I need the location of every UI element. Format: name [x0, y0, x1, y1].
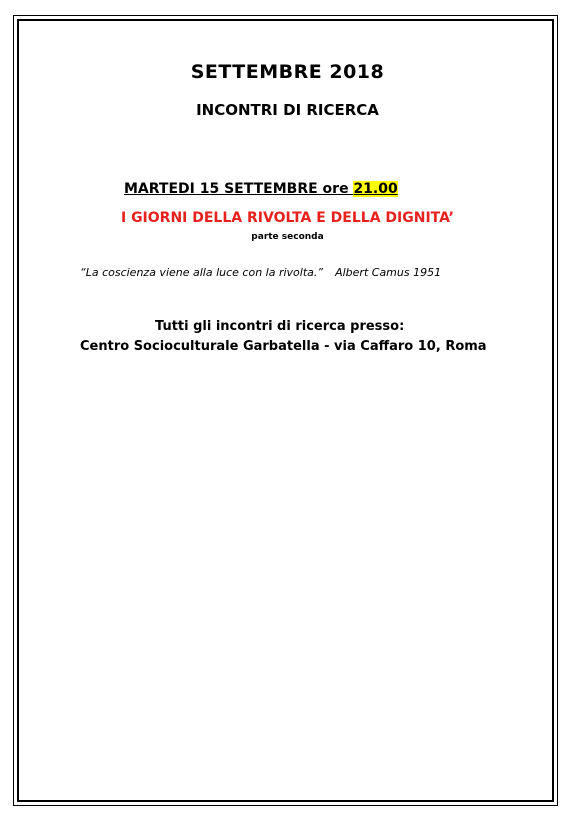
- event-date-label: MARTEDI 15 SETTEMBRE ore: [124, 181, 354, 197]
- event-time: 21.00: [353, 181, 398, 197]
- quote-author: Albert Camus 1951: [335, 266, 442, 279]
- venue-intro: Tutti gli incontri di ricerca presso:: [155, 319, 405, 334]
- page-border-inner: [17, 19, 554, 802]
- event-part: parte seconda: [251, 232, 324, 242]
- page-subtitle: INCONTRI DI RICERCA: [196, 101, 379, 119]
- venue-address: Centro Socioculturale Garbatella - via Caffaro 10, Roma: [80, 339, 487, 354]
- event-title: I GIORNI DELLA RIVOLTA E DELLA DIGNITA’: [120, 210, 454, 226]
- page-title: SETTEMBRE 2018: [190, 61, 385, 83]
- quote: [80, 266, 441, 279]
- event-date: [124, 181, 398, 197]
- quote-text: “La coscienza viene alla luce con la rivolta.”: [80, 266, 324, 279]
